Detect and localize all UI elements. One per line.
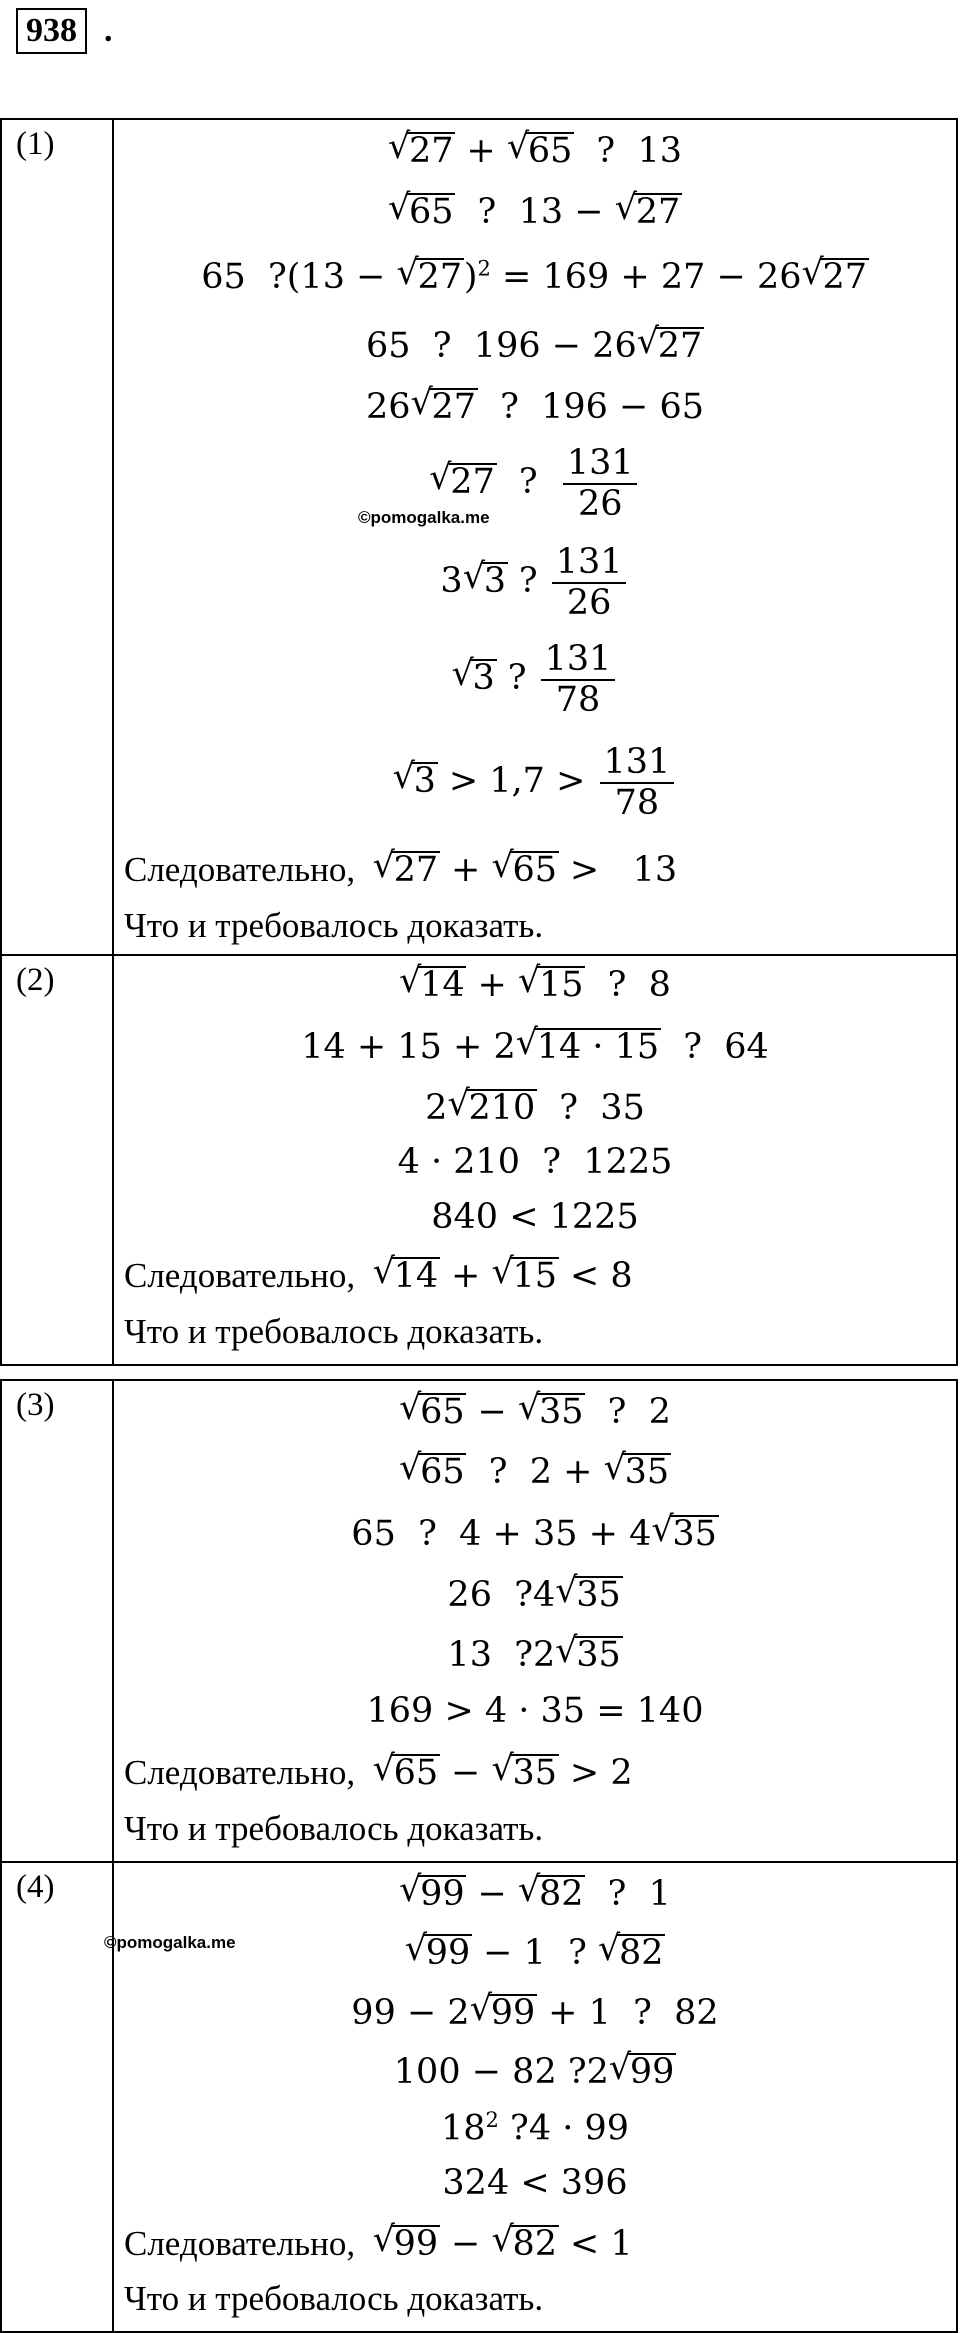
part-3-line-4: 26 ?4√ 35 <box>114 1576 956 1613</box>
problem-number: 938 <box>16 8 87 54</box>
part-3-line-2: √ 65 ? 2 + √ 35 <box>114 1453 956 1490</box>
part-2-line-1: √ 14 + √ 15 ? 8 <box>114 966 956 1003</box>
part-4-body <box>104 1862 957 2332</box>
part-1-line-1: √ 27 + √ 65 ? 13 <box>114 132 956 169</box>
part-1-line-3: 65 ?(13 − √ 27)$^2$ = 169 + 27 − 26√ 27 <box>114 258 956 295</box>
watermark: ©pomogalka.me <box>104 1933 236 1952</box>
part-4-line-5: $18^2$ ?4 · 99 <box>440 2108 629 2149</box>
part-1-line-9: √ 3 > 1,7 > $\frac{131}{78}$ <box>114 743 956 822</box>
problem-number-dot: . <box>104 12 113 49</box>
part-1-conclusion: Следовательно, √ 27 + √ 65 > 13 <box>114 851 677 888</box>
part-4-line-1: √ 99 − √ 82 ? 1 <box>114 1875 956 1912</box>
part-3-line-6: 169 > 4 · 35 = 140 <box>366 1691 704 1731</box>
part-2-label: (2) <box>1 955 113 1365</box>
part-4-line-4: 100 − 82 ?2√ 99 <box>114 2053 956 2090</box>
part-4-label: (4) <box>1 1862 113 2332</box>
part-3-conclusion: Следовательно, √ 65 − √ 35 > 2 <box>114 1754 633 1791</box>
part-1-line-8: √ 3 ? $\frac{131}{78}$ <box>114 640 956 719</box>
part-3-label: (3) <box>1 1380 113 1862</box>
part-3-line-3: 65 ? 4 + 35 + 4√ 35 <box>114 1515 956 1552</box>
part-4-line-6: 324 < 396 <box>442 2163 628 2203</box>
part-1-line-7: 3√ 3 ? $\frac{131}{26}$ <box>114 543 956 622</box>
part-1-label: (1) <box>1 119 113 955</box>
watermark: ©pomogalka.me <box>358 508 490 527</box>
part-2-body <box>113 955 957 1365</box>
part-3-line-1: √ 65 − √ 35 ? 2 <box>114 1393 956 1430</box>
part-4-line-2: √ 99 − 1 ? √ 82 <box>114 1934 956 1971</box>
part-1-line-6: √ 27 ? $\frac{131}{26}$ <box>114 444 956 523</box>
part-3-body <box>113 1380 957 1862</box>
part-2-qed: Что и требовалось доказать. <box>124 1312 544 1351</box>
part-2-line-4: 4 · 210 ? 1225 <box>397 1142 673 1182</box>
part-2-conclusion: Следовательно, √ 14 + √ 15 < 8 <box>114 1257 633 1294</box>
part-1-line-5: 26√ 27 ? 196 − 65 <box>114 388 956 425</box>
part-3-line-5: 13 ?2√ 35 <box>114 1636 956 1673</box>
part-3-qed: Что и требовалось доказать. <box>124 1809 544 1848</box>
part-2-line-3: 2√ 210 ? 35 <box>114 1089 956 1126</box>
part-1-line-2: √ 65 ? 13 − √ 27 <box>114 193 956 230</box>
part-2-line-2: 14 + 15 + 2√ 14 · 15 ? 64 <box>114 1028 956 1065</box>
solution-table-2 <box>0 1379 958 2333</box>
part-4-qed: Что и требовалось доказать. <box>124 2279 544 2318</box>
solution-table-1 <box>0 118 958 1366</box>
part-1-body <box>113 119 957 955</box>
part-4-line-3: 99 − 2√ 99 + 1 ? 82 <box>114 1994 956 2031</box>
part-1-line-4: 65 ? 196 − 26√ 27 <box>114 327 956 364</box>
part-4-conclusion: Следовательно, √ 99 − √ 82 < 1 <box>114 2225 633 2262</box>
part-1-qed: Что и требовалось доказать. <box>124 906 544 945</box>
part-2-line-5: 840 < 1225 <box>431 1197 639 1237</box>
